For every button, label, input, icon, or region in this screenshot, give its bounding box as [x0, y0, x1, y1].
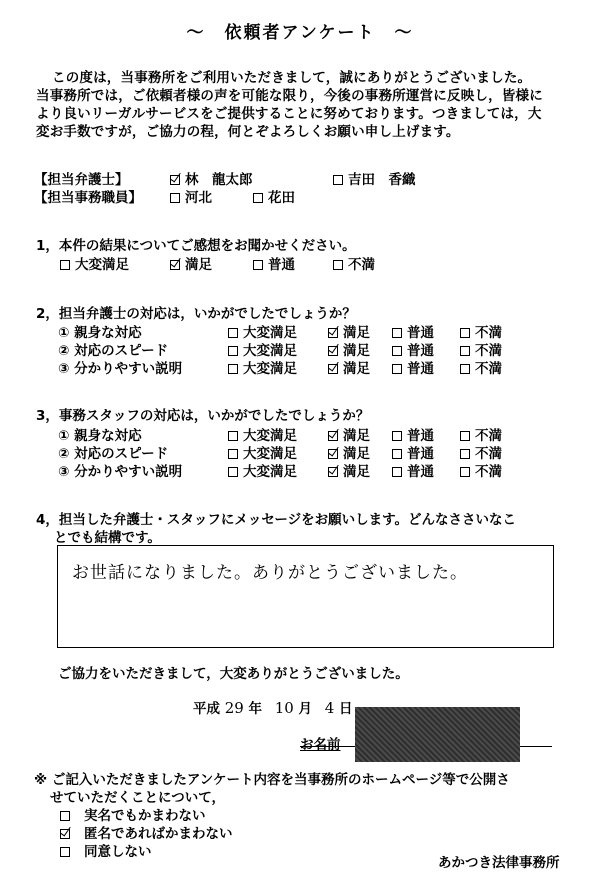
- q3-row-option[interactable]: 不満: [460, 460, 502, 480]
- checkbox-icon[interactable]: [328, 449, 338, 459]
- q2-row-option[interactable]: 普通: [392, 321, 434, 341]
- q2-row-label: ② 対応のスピード: [58, 343, 169, 359]
- checkbox-icon[interactable]: [60, 829, 70, 839]
- checkbox-icon[interactable]: [170, 175, 180, 185]
- checkbox-icon[interactable]: [228, 364, 238, 374]
- checkbox-icon[interactable]: [228, 467, 238, 477]
- intro-line-4: 変お手数ですが，ご協力の程，何とぞよろしくお願い申し上げます。: [36, 124, 460, 140]
- checkbox-icon[interactable]: [392, 431, 402, 441]
- survey-title: 〜 依頼者アンケート 〜: [186, 23, 414, 43]
- q2-row-option[interactable]: 普通: [392, 339, 434, 359]
- checkbox-icon[interactable]: [170, 193, 180, 203]
- q2-question: 2，担当弁護士の対応は，いかがでしたでしょうか？: [36, 306, 356, 322]
- q2-row-option[interactable]: 不満: [460, 339, 502, 359]
- q1-option-4[interactable]: 不満: [333, 253, 375, 273]
- lawyer-label: 【担当弁護士】: [34, 172, 129, 188]
- checkbox-icon[interactable]: [228, 328, 238, 338]
- q3-row-label: ① 親身な対応: [58, 428, 142, 444]
- checkbox-icon[interactable]: [328, 364, 338, 374]
- date-line: 平成 29 年 10 月 4 日: [193, 699, 353, 717]
- checkbox-icon[interactable]: [328, 328, 338, 338]
- checkbox-icon[interactable]: [170, 260, 180, 270]
- checkbox-icon[interactable]: [328, 467, 338, 477]
- q2-row-option[interactable]: 満足: [328, 321, 370, 341]
- message-box[interactable]: [57, 545, 554, 648]
- staff-option-kawakita[interactable]: 河北: [170, 186, 212, 206]
- checkbox-icon[interactable]: [60, 260, 70, 270]
- q1-option-3[interactable]: 普通: [253, 253, 295, 273]
- q3-row-option[interactable]: 大変満足: [228, 460, 297, 480]
- checkbox-icon[interactable]: [228, 449, 238, 459]
- redacted-signature: [355, 707, 520, 762]
- q3-row-option[interactable]: 不満: [460, 442, 502, 462]
- q2-row-option[interactable]: 普通: [392, 357, 434, 377]
- intro-line-3: より良いリーガルサービスをご提供することに努めております。つきましては，大: [36, 106, 542, 122]
- q3-row-option[interactable]: 満足: [328, 460, 370, 480]
- q3-row-label: ③ 分かりやすい説明: [58, 464, 183, 480]
- consent-option-3[interactable]: 同意しない: [60, 840, 152, 860]
- q2-row-option[interactable]: 満足: [328, 339, 370, 359]
- q3-row-option[interactable]: 不満: [460, 424, 502, 444]
- checkbox-icon[interactable]: [460, 431, 470, 441]
- consent-option-1[interactable]: 実名でもかまわない: [60, 804, 206, 824]
- message-text: お世話になりました。ありがとうございました。: [72, 563, 468, 583]
- checkbox-icon[interactable]: [328, 431, 338, 441]
- q2-row-option[interactable]: 大変満足: [228, 321, 297, 341]
- checkbox-icon[interactable]: [333, 175, 343, 185]
- intro-line-2: 当事務所では，ご依頼者様の声を可能な限り，今後の事務所運営に反映し，皆様に: [36, 88, 543, 104]
- q2-row-option[interactable]: 大変満足: [228, 357, 297, 377]
- q2-row-option[interactable]: 大変満足: [228, 339, 297, 359]
- checkbox-icon[interactable]: [328, 346, 338, 356]
- q3-row-option[interactable]: 大変満足: [228, 424, 297, 444]
- checkbox-icon[interactable]: [333, 260, 343, 270]
- checkbox-icon[interactable]: [228, 346, 238, 356]
- q3-row-option[interactable]: 普通: [392, 424, 434, 444]
- checkbox-icon[interactable]: [60, 847, 70, 857]
- q4-question-line-1: 4，担当した弁護士・スタッフにメッセージをお願いします。どんなささいなこ: [36, 512, 517, 528]
- q3-row-label: ② 対応のスピード: [58, 446, 169, 462]
- q2-row-option[interactable]: 満足: [328, 357, 370, 377]
- q3-row-option[interactable]: 大変満足: [228, 442, 297, 462]
- checkbox-icon[interactable]: [392, 364, 402, 374]
- checkbox-icon[interactable]: [60, 811, 70, 821]
- checkbox-icon[interactable]: [460, 467, 470, 477]
- name-label: お名前: [300, 737, 341, 753]
- staff-option-hanada[interactable]: 花田: [253, 186, 295, 206]
- consent-line-1: ※ ご記入いただきましたアンケート内容を当事務所のホームページ等で公開さ: [34, 772, 510, 788]
- q3-row-option[interactable]: 普通: [392, 460, 434, 480]
- checkbox-icon[interactable]: [460, 449, 470, 459]
- checkbox-icon[interactable]: [253, 193, 263, 203]
- checkbox-icon[interactable]: [253, 260, 263, 270]
- consent-option-2[interactable]: 匿名であればかまわない: [60, 822, 233, 842]
- intro-line-1: この度は，当事務所をご利用いただきまして，誠にありがとうございました。: [52, 70, 532, 86]
- q1-option-1[interactable]: 大変満足: [60, 253, 129, 273]
- q3-row-option[interactable]: 満足: [328, 442, 370, 462]
- date-month[interactable]: 10: [274, 699, 294, 717]
- q2-row-label: ③ 分かりやすい説明: [58, 361, 183, 377]
- checkbox-icon[interactable]: [392, 467, 402, 477]
- consent-line-2: せていただくことについて，: [50, 790, 225, 806]
- date-day[interactable]: 4: [324, 699, 335, 717]
- staff-label: 【担当事務職員】: [34, 190, 142, 206]
- checkbox-icon[interactable]: [392, 449, 402, 459]
- q2-row-option[interactable]: 不満: [460, 321, 502, 341]
- q3-question: 3，事務スタッフの対応は，いかがでしたでしょうか？: [36, 408, 370, 424]
- checkbox-icon[interactable]: [392, 346, 402, 356]
- q3-row-option[interactable]: 普通: [392, 442, 434, 462]
- q3-row-option[interactable]: 満足: [328, 424, 370, 444]
- q4-question-line-2: とでも結構です。: [54, 530, 161, 546]
- firm-name: あかつき法律事務所: [438, 855, 560, 871]
- q1-option-2[interactable]: 満足: [170, 253, 212, 273]
- lawyer-option-yoshida[interactable]: 吉田 香織: [333, 168, 416, 188]
- checkbox-icon[interactable]: [460, 364, 470, 374]
- q2-row-label: ① 親身な対応: [58, 325, 142, 341]
- checkbox-icon[interactable]: [460, 328, 470, 338]
- checkbox-icon[interactable]: [460, 346, 470, 356]
- q1-question: 1，本件の結果についてご感想をお聞かせください。: [36, 238, 356, 254]
- checkbox-icon[interactable]: [228, 431, 238, 441]
- lawyer-option-hayashi[interactable]: 林 龍太郎: [170, 168, 253, 188]
- checkbox-icon[interactable]: [392, 328, 402, 338]
- q2-row-option[interactable]: 不満: [460, 357, 502, 377]
- date-year[interactable]: 29: [224, 699, 244, 717]
- thanks-text: ご協力をいただきまして，大変ありがとうございました。: [58, 666, 409, 682]
